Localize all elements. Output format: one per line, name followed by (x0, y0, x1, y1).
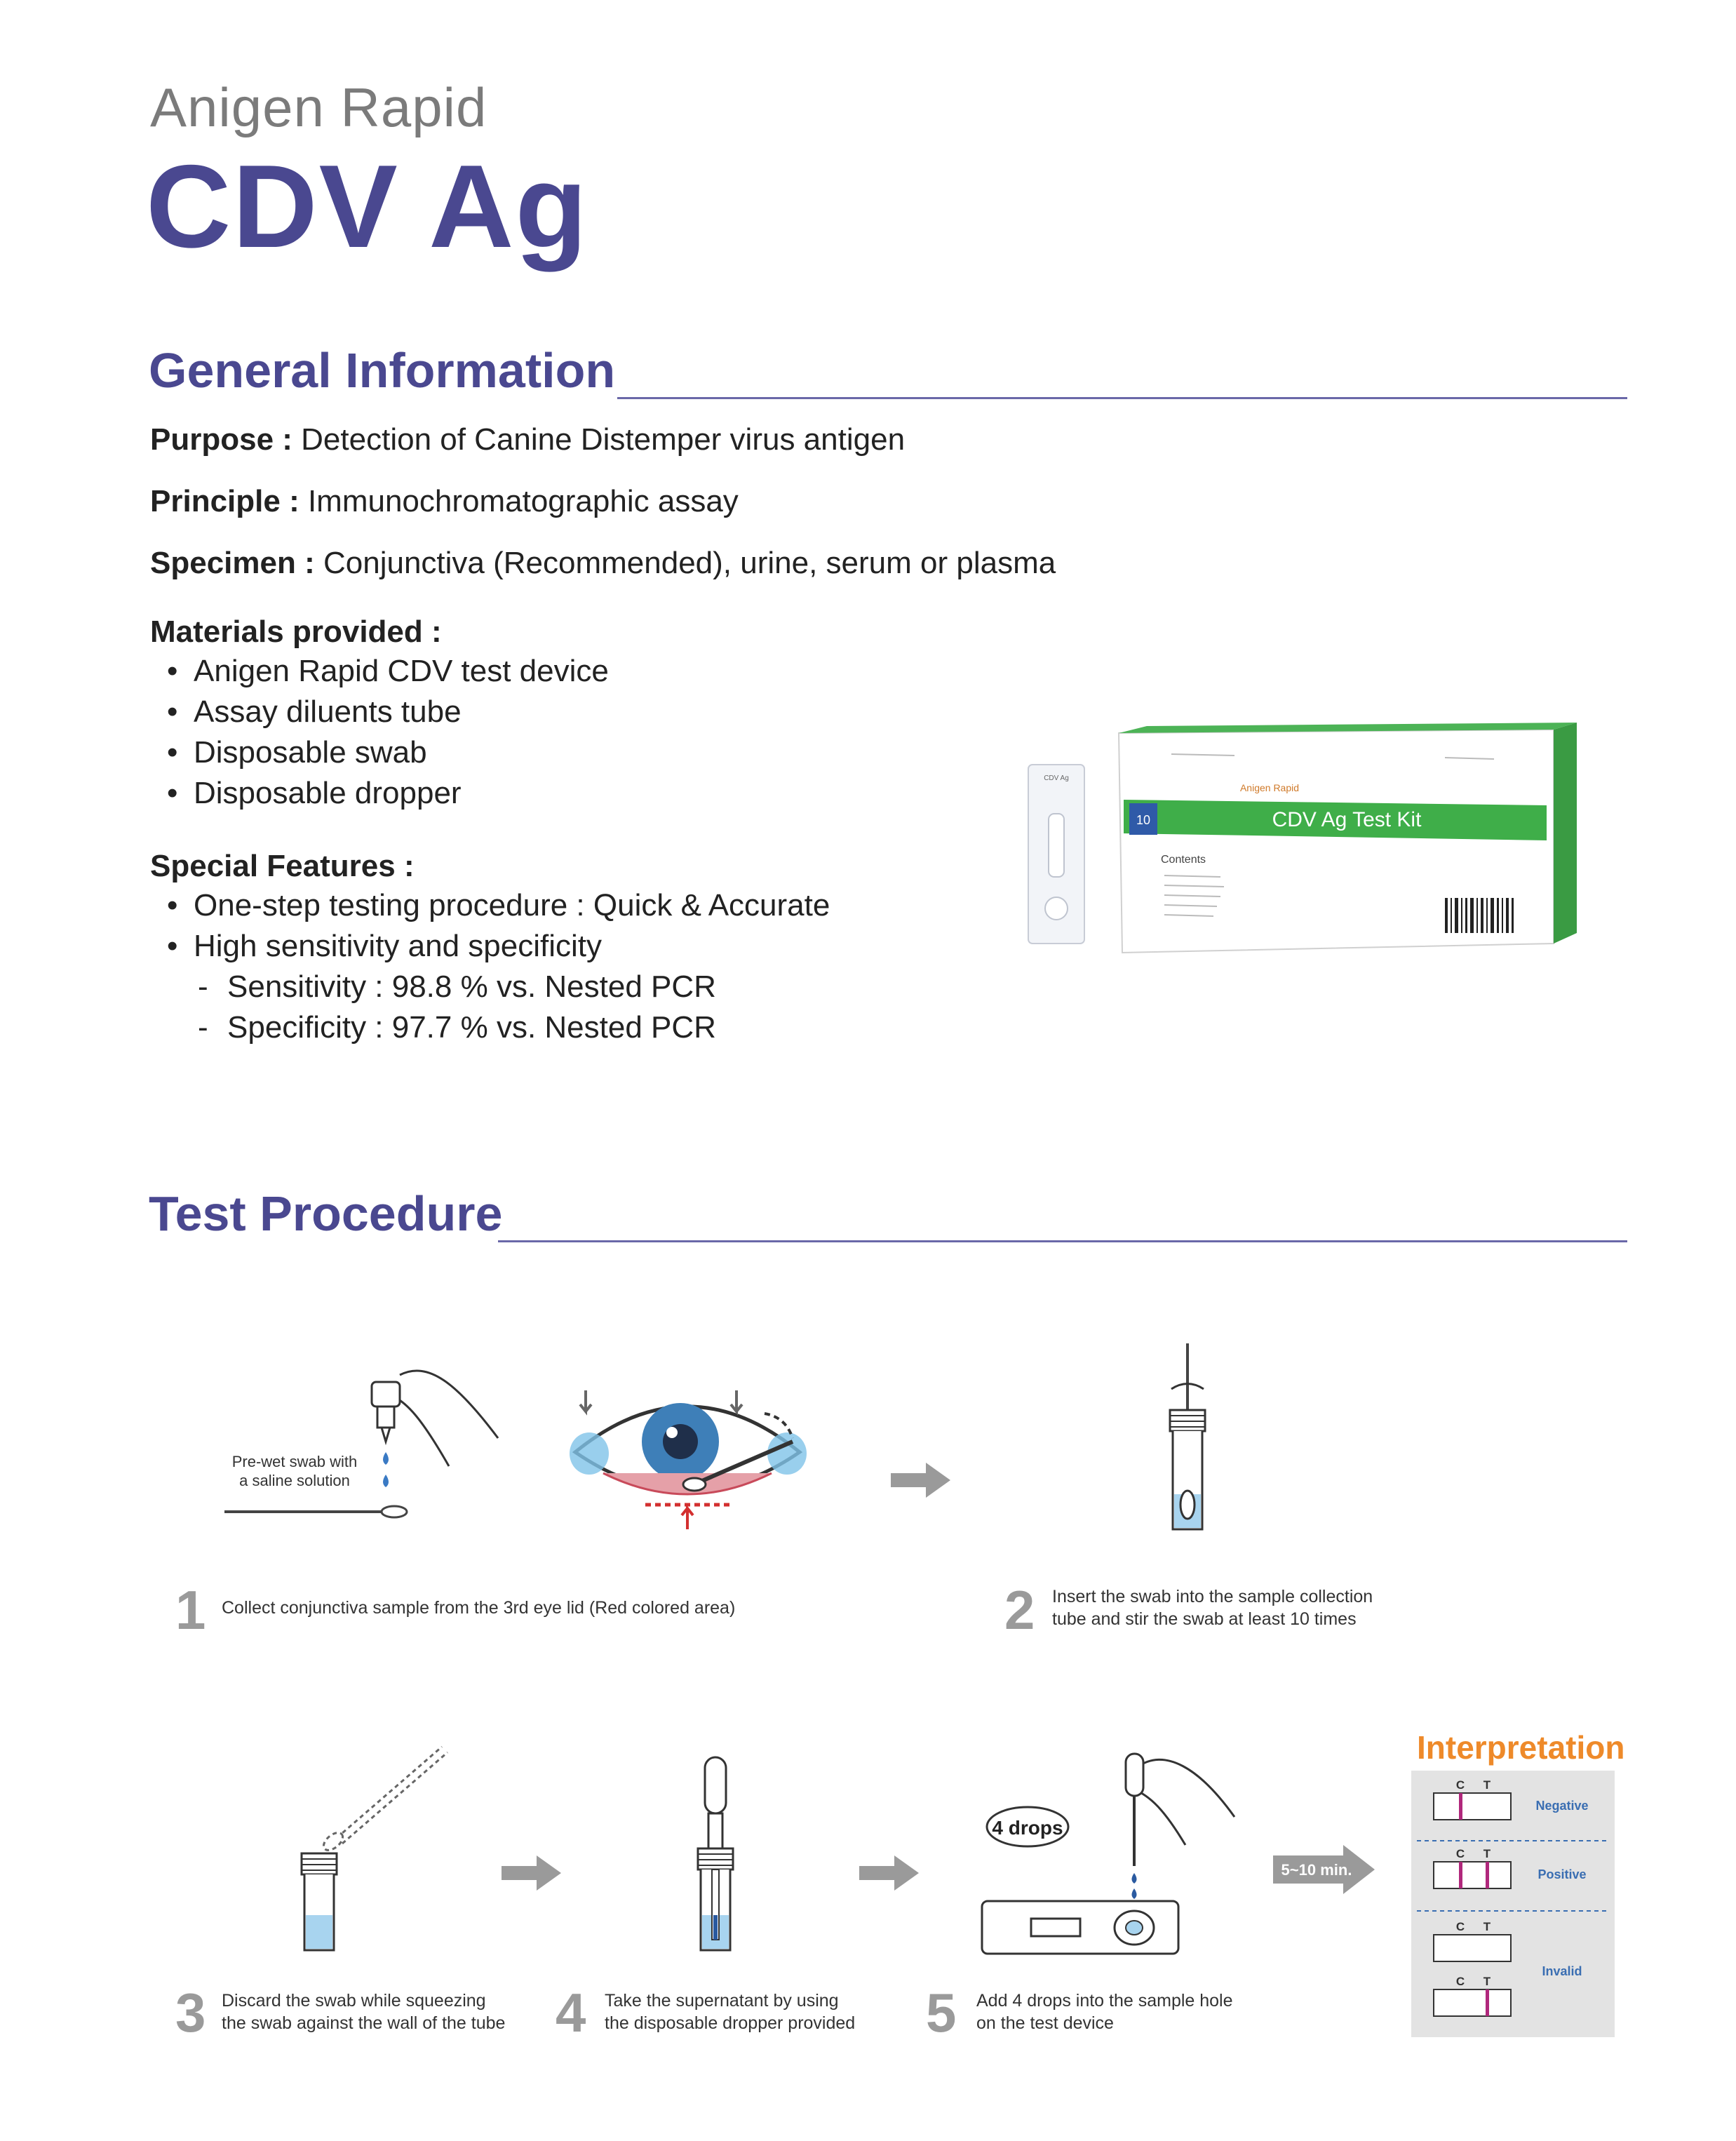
prewet-label (224, 1452, 365, 1490)
test-procedure-rule (498, 1240, 1627, 1242)
prewet-label-line-2: a saline solution (239, 1472, 350, 1489)
control-line (1459, 1793, 1462, 1820)
kit-brand: Anigen Rapid (1239, 782, 1300, 793)
test-line (1486, 1989, 1489, 2016)
control-line (1459, 1862, 1462, 1888)
kit-count: 10 (1136, 813, 1151, 827)
step-number: 1 (175, 1579, 206, 1641)
hand-outline (1133, 1759, 1234, 1845)
step-number: 3 (175, 1982, 206, 2043)
collection-tube-illustration (1150, 1340, 1242, 1543)
c-label: C (1455, 1778, 1465, 1792)
eye-illustration (561, 1375, 814, 1536)
add-drops-illustration (975, 1740, 1256, 1964)
step-text (222, 1989, 505, 2034)
c-label: C (1455, 1975, 1465, 1988)
arrow-right-icon (502, 1852, 565, 1894)
c-label: C (1455, 1847, 1465, 1860)
general-info-rule (617, 397, 1627, 399)
strip-invalid-1 (1434, 1935, 1511, 1961)
c-label: C (1455, 1920, 1465, 1933)
prewet-swab-illustration (210, 1354, 512, 1536)
interpretation-title: Interpretation (1417, 1729, 1625, 1766)
step-number: 4 (556, 1982, 586, 2043)
step-text-line: the disposable dropper provided (605, 2013, 856, 2033)
t-label: T (1483, 1847, 1491, 1860)
step-text-line: Take the supernatant by using (605, 1991, 839, 2011)
prewet-label-line-1: Pre-wet swab with (231, 1453, 358, 1470)
specimen-line (150, 546, 1056, 581)
drops-label: 4 drops (992, 1817, 1063, 1839)
list-item: - Specificity : 97.7 % vs. Nested PCR (167, 1007, 830, 1048)
kit-box (1119, 730, 1554, 953)
step-text-line: tube and stir the swab at least 10 times (1052, 1609, 1357, 1629)
negative-label: Negative (1535, 1799, 1589, 1813)
principle-label: Principle : (150, 484, 300, 518)
t-label: T (1483, 1778, 1491, 1792)
step-text-line: the swab against the wall of the tube (222, 2013, 506, 2033)
device-label: CDV Ag (1044, 774, 1069, 782)
principle-value: Immunochromatographic assay (307, 484, 739, 518)
features-list (167, 885, 830, 1048)
kit-box-label: CDV Ag Test Kit (1272, 808, 1422, 831)
product-kit-image (1010, 702, 1683, 1024)
materials-list (167, 651, 609, 814)
invalid-label: Invalid (1542, 1964, 1582, 1978)
step-text (222, 1597, 735, 1619)
step-text-line: on the test device (976, 2013, 1114, 2033)
t-label: T (1483, 1975, 1491, 1988)
list-item: • Anigen Rapid CDV test device (167, 651, 609, 692)
interpretation-diagram (1411, 1771, 1615, 2037)
list-item: • Disposable dropper (167, 773, 609, 814)
specimen-value: Conjunctiva (Recommended), urine, serum or plasma (323, 546, 1056, 580)
specimen-label: Specimen : (150, 546, 315, 580)
step-text (1052, 1585, 1373, 1630)
purpose-label: Purpose : (150, 422, 292, 457)
test-line (1486, 1862, 1489, 1888)
purpose-value: Detection of Canine Distemper virus antigen (301, 422, 906, 457)
product-title: CDV Ag (146, 140, 589, 272)
step-text-line: Discard the swab while squeezing (222, 1991, 486, 2011)
time-label: 5~10 min. (1281, 1861, 1352, 1879)
features-heading: Special Features : (150, 849, 415, 883)
result-window (1031, 1919, 1080, 1936)
step-text (976, 1989, 1233, 2034)
list-item: • One-step testing procedure : Quick & Accurate (167, 885, 830, 926)
step-text-line: Insert the swab into the sample collection (1052, 1587, 1373, 1606)
product-subtitle: Anigen Rapid (150, 76, 487, 138)
t-label: T (1483, 1920, 1491, 1933)
kit-contents-label: Contents (1161, 854, 1206, 866)
interpretation-panel (1411, 1771, 1615, 2037)
step-text (605, 1989, 855, 2034)
time-arrow-icon (1273, 1841, 1378, 1898)
discard-swab-illustration (295, 1740, 463, 1957)
step-text-line: Add 4 drops into the sample hole (976, 1991, 1233, 2011)
tube-liquid (306, 1915, 332, 1949)
general-info-heading: General Information (149, 343, 616, 398)
saline-drops (383, 1452, 389, 1487)
dropper-bulb (705, 1757, 726, 1813)
arrow-right-icon (891, 1459, 954, 1501)
arrow-right-icon (859, 1852, 922, 1894)
purpose-line (150, 422, 905, 457)
list-item: - Sensitivity : 98.8 % vs. Nested PCR (167, 967, 830, 1007)
list-item: • High sensitivity and specificity (167, 926, 830, 967)
strip-invalid-2 (1434, 1989, 1511, 2016)
step-number: 5 (926, 1982, 957, 2043)
principle-line (150, 484, 739, 519)
kit-box-side (1554, 723, 1577, 944)
step-text-line: Collect conjunctiva sample from the 3rd eye lid (Red colored area) (222, 1598, 736, 1618)
list-item: • Assay diluents tube (167, 692, 609, 732)
test-procedure-heading: Test Procedure (149, 1186, 503, 1241)
strip-positive (1434, 1862, 1511, 1888)
saline-bottle (372, 1382, 400, 1407)
dropper-tube-illustration (687, 1754, 743, 1957)
positive-label: Positive (1537, 1867, 1587, 1881)
materials-heading: Materials provided : (150, 615, 442, 649)
dropper-bulb (1126, 1754, 1143, 1796)
step-number: 2 (1004, 1579, 1035, 1641)
list-item: • Disposable swab (167, 732, 609, 773)
strip-negative (1434, 1793, 1511, 1820)
